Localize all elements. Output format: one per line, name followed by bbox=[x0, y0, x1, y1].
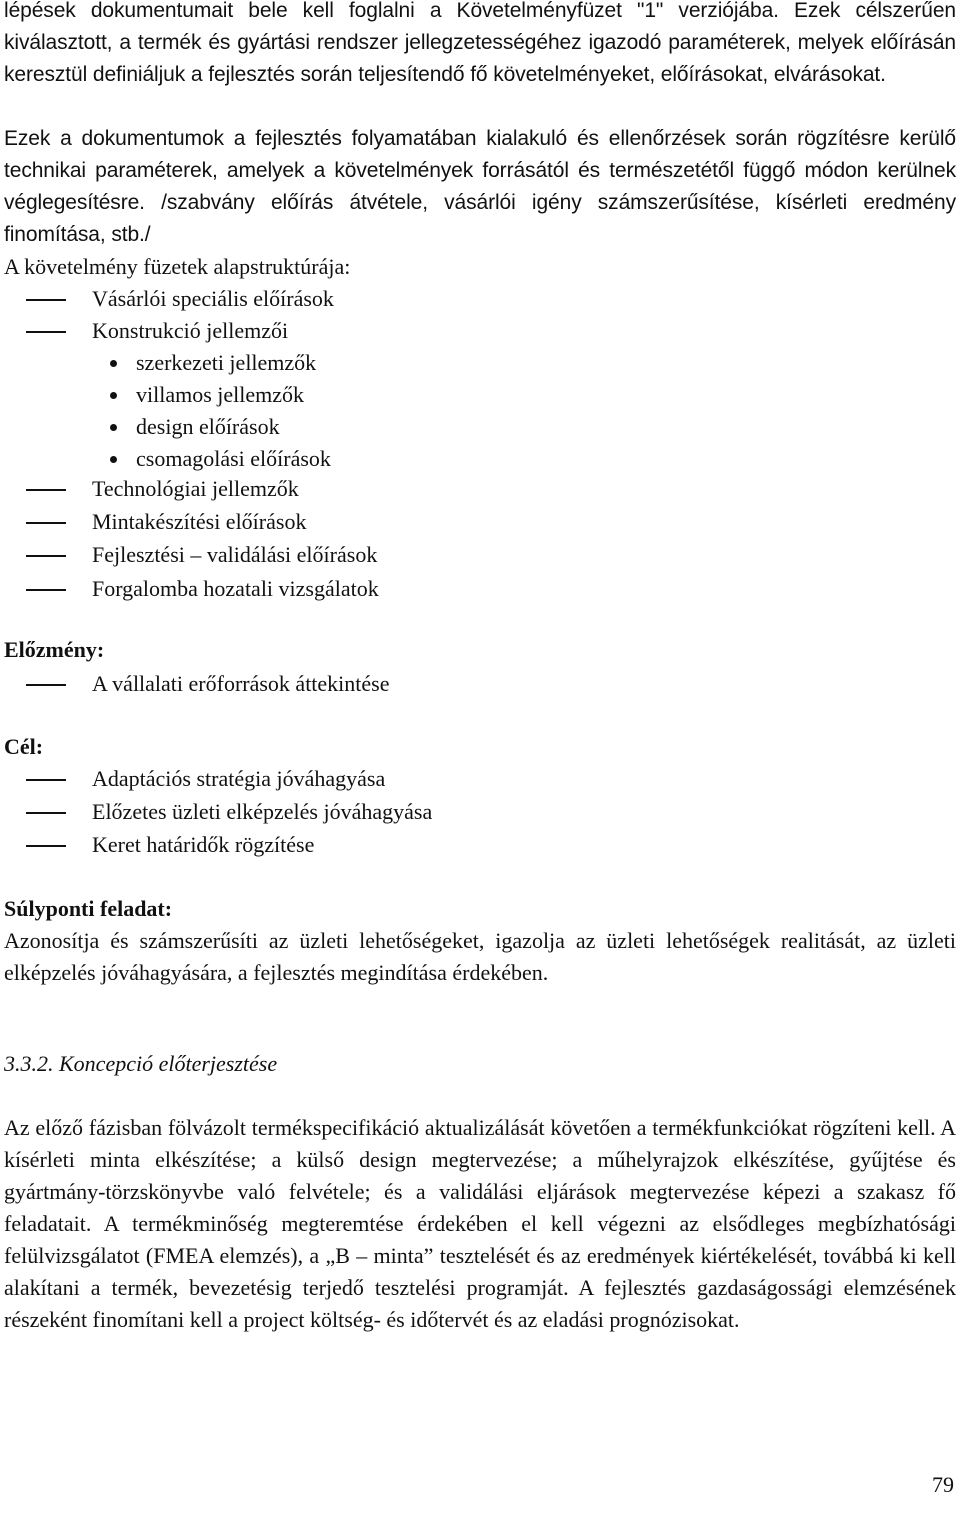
dash-icon bbox=[26, 589, 66, 591]
list-item: Vásárlói speciális előírások bbox=[4, 283, 956, 315]
page-number: 79 bbox=[932, 1472, 954, 1497]
bullet-icon bbox=[110, 360, 117, 367]
list-item: csomagolási előírások bbox=[4, 443, 956, 475]
sulyponti-label: Súlyponti feladat: bbox=[4, 896, 173, 921]
structure-title: A követelmény füzetek alapstruktúrája: bbox=[4, 254, 351, 279]
section-heading: 3.3.2. Koncepció előterjesztése bbox=[4, 1051, 278, 1076]
elozmeny-list bbox=[4, 668, 956, 700]
dash-icon bbox=[26, 845, 66, 847]
list-item: design előírások bbox=[4, 411, 956, 443]
list-item: Adaptációs stratégia jóváhagyása bbox=[4, 763, 956, 795]
dash-icon bbox=[26, 812, 66, 814]
structure-list-b bbox=[4, 473, 956, 605]
intro-paragraph-2: Ezek a dokumentumok a fejlesztés folyamatában kialakuló és ellenőrzések során rögzítésre kerülő technikai paraméterek, amelyek a követelmények forrásától és természetétől függő módon kerülnek véglegesítésre. /szabvány előírás átvétele, vásárlói igény számszerűsítése, kísérleti eredmény finomítása, stb./ bbox=[4, 127, 956, 246]
list-item: Konstrukció jellemzői bbox=[4, 315, 956, 347]
structure-list-a bbox=[4, 283, 956, 347]
list-item: A vállalati erőforrások áttekintése bbox=[4, 668, 956, 700]
list-item: villamos jellemzők bbox=[4, 379, 956, 411]
dash-icon bbox=[26, 489, 66, 491]
list-item: Mintakészítési előírások bbox=[4, 506, 956, 538]
cel-label: Cél: bbox=[4, 734, 44, 759]
list-item: Előzetes üzleti elképzelés jóváhagyása bbox=[4, 796, 956, 828]
list-item: Forgalomba hozatali vizsgálatok bbox=[4, 573, 956, 605]
bullet-icon bbox=[110, 392, 117, 399]
list-item: Fejlesztési – validálási előírások bbox=[4, 539, 956, 571]
sulyponti-text: Azonosítja és számszerűsíti az üzleti lehetőségeket, igazolja az üzleti lehetőségek realitását, az üzleti elképzelés jóváhagyására, a fejlesztés megindítása érdekében. bbox=[4, 928, 956, 985]
structure-sub-list bbox=[4, 347, 956, 475]
intro-paragraph-1: lépések dokumentumait bele kell foglalni a Követelményfüzet "1" verziójába. Ezek célszerűen kiválasztott, a termék és gyártási rendszer jellegzetességéhez igazodó paraméterek, melyek előírásán keresztül definiáljuk a fejlesztés során teljesítendő fő követelményeket, előírásokat, elvárásokat. bbox=[4, 0, 956, 86]
dash-icon bbox=[26, 299, 66, 301]
dash-icon bbox=[26, 522, 66, 524]
bullet-icon bbox=[110, 424, 117, 431]
elozmeny-label: Előzmény: bbox=[4, 637, 105, 662]
dash-icon bbox=[26, 684, 66, 686]
dash-icon bbox=[26, 779, 66, 781]
cel-list bbox=[4, 763, 956, 861]
dash-icon bbox=[26, 331, 66, 333]
list-item: Technológiai jellemzők bbox=[4, 473, 956, 505]
dash-icon bbox=[26, 555, 66, 557]
list-item: szerkezeti jellemzők bbox=[4, 347, 956, 379]
bullet-icon bbox=[110, 456, 117, 463]
list-item: Keret határidők rögzítése bbox=[4, 829, 956, 861]
section-text: Az előző fázisban fölvázolt termékspecifikáció aktualizálását követően a termékfunkciókat rögzíteni kell. A kísérleti minta elkészítése; a külső design megtervezése; a műhelyrajzok elkészítése, gyűjtése és gyártmány-törzskönyvbe való felvétele; és a validálási eljárások megtervezése képezi a szakasz fő feladatait. A termékminőség megteremtése érdekében el kell végezni az elsődleges megbízhatósági felülvizsgálatot (FMEA elemzés), a „B – minta” tesztelését és az eredmények kiértékelését, továbbá ki kell alakítani a termék, bevezetésig terjedő tesztelési programját. A fejlesztés gazdaságossági elemzésének részeként finomítani kell a project költség- és időtervét és az eladási prognózisokat. bbox=[4, 1115, 956, 1332]
